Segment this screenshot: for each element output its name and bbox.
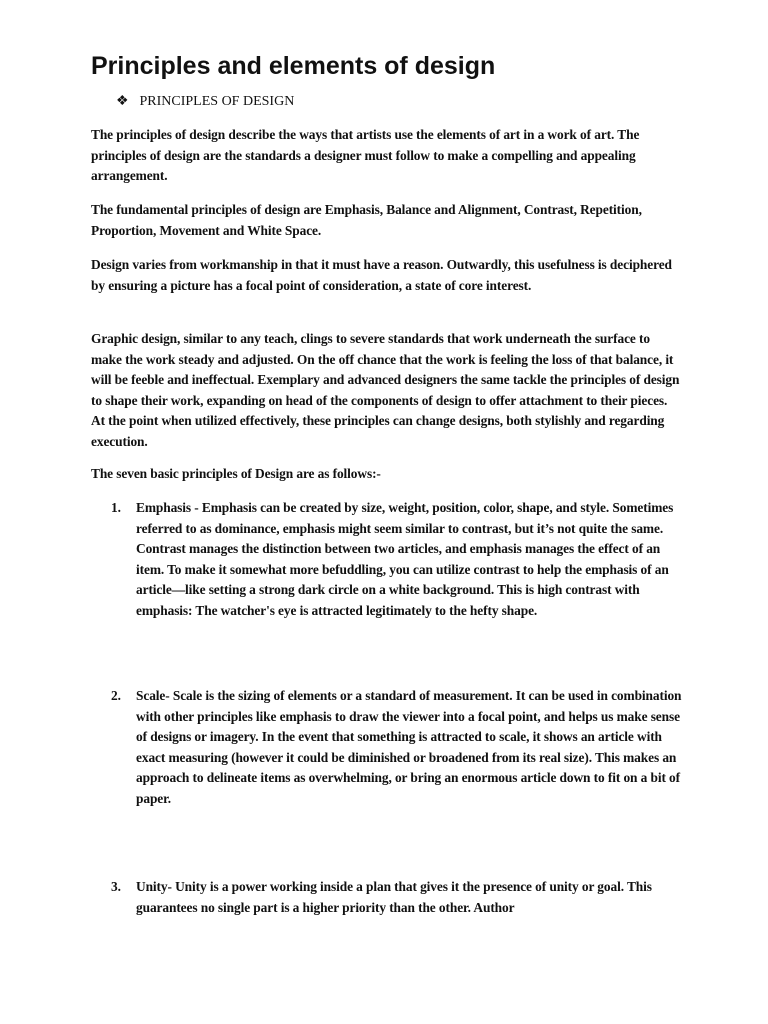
paragraph-list-intro: The seven basic principles of Design are as follows:-: [91, 466, 381, 481]
list-item: [91, 877, 691, 918]
list-item-text: Unity- Unity is a power working inside a plan that gives it the presence of unity or goal. This guarantees no single part is a higher priority than the other. Author: [136, 879, 652, 915]
section-heading: [116, 90, 294, 114]
section-heading-text: PRINCIPLES OF DESIGN: [139, 94, 295, 109]
list-item-text: Emphasis - Emphasis can be created by size, weight, position, color, shape, and style. Sometimes referred to as dominance, emphasis might seem similar to contrast, but it’s not quite the same. Contrast manages the distinction between two articles, and emphasis manages the effect of an item. To make it somewhat more befuddling, you can utilize contrast to help the emphasis of an article—like setting a strong dark circle on a white background. This is high contrast with emphasis: The watcher's eye is attracted legitimately to the hefty shape.: [136, 500, 674, 618]
list-item-number: 1.: [111, 500, 121, 515]
list-item-number: 3.: [111, 879, 121, 894]
list-item: [91, 686, 691, 809]
list-item: [91, 498, 691, 621]
paragraph-intro: The principles of design describe the ways that artists use the elements of art in a work of art. The principles of design are the standards a designer must follow to make a compelling and appealing arrangement.: [91, 127, 640, 183]
document-title: Principles and elements of design: [91, 52, 496, 80]
paragraph-graphic-design: Graphic design, similar to any teach, clings to severe standards that work underneath the surface to make the work steady and adjusted. On the off chance that the work is feeling the loss of that balance, it will be feeble and ineffectual. Exemplary and advanced designers the same tackle the principles of design to shape their work, expanding on head of the components of design to offer attachment to their pieces. At the point when utilized effectively, these principles can change designs, both stylishly and regarding execution.: [91, 331, 680, 449]
paragraph-fundamentals: The fundamental principles of design are Emphasis, Balance and Alignment, Contrast, Repetition, Proportion, Movement and White Space.: [91, 202, 642, 238]
paragraph-design-varies: Design varies from workmanship in that it must have a reason. Outwardly, this usefulness is deciphered by ensuring a picture has a focal point of consideration, a state of core interest.: [91, 257, 672, 293]
list-item-number: 2.: [111, 688, 121, 703]
diamond-bullet-icon: ❖: [116, 94, 129, 109]
list-item-text: Scale- Scale is the sizing of elements or a standard of measurement. It can be used in combination with other principles like emphasis to draw the viewer into a focal point, and helps us make sense of designs or imagery. In the event that something is attracted to scale, it shows an article with exact measuring (however it could be diminished or broadened from its real size). This makes an approach to delineate items as overwhelming, or bring an enormous article down to fit on a bit of paper.: [136, 688, 682, 806]
